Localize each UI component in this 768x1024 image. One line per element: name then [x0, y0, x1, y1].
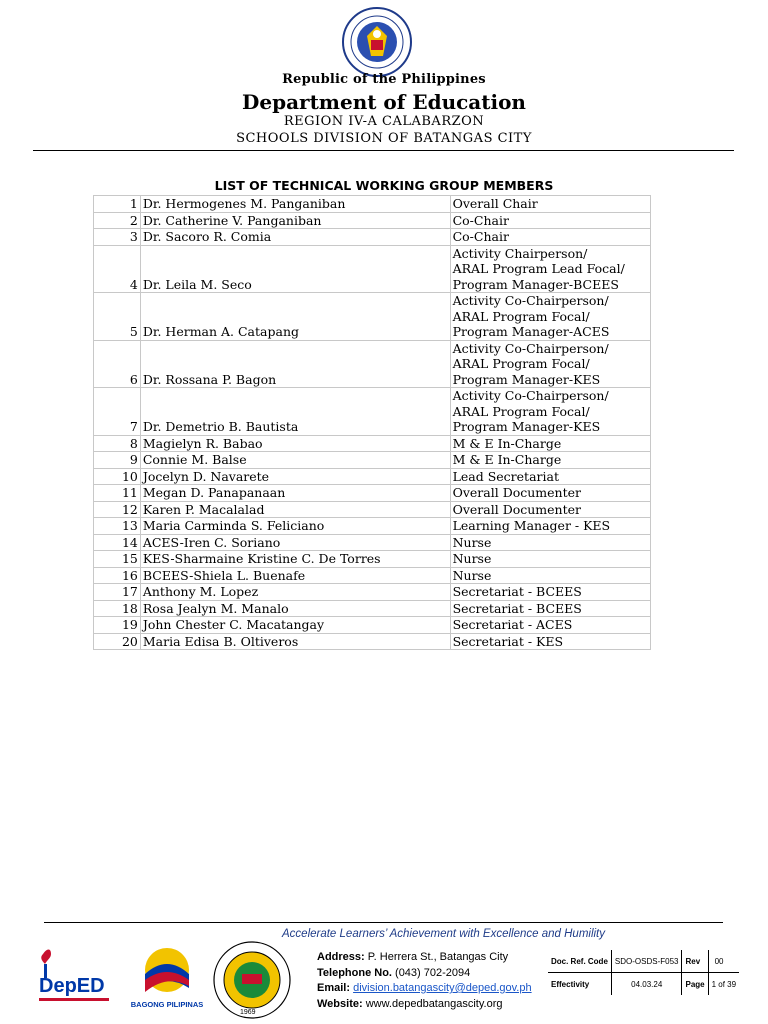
doc-ref-value: SDO-OSDS-F053: [611, 950, 682, 973]
member-number: 4: [94, 245, 141, 293]
member-role: [450, 435, 650, 452]
telephone-value: (043) 702-2094: [395, 966, 471, 979]
footer-divider: [44, 922, 723, 923]
member-role: [450, 245, 650, 293]
member-role-line: Lead Secretariat: [452, 468, 559, 484]
table-row: [94, 600, 651, 617]
member-role-line: ARAL Program Focal/: [452, 403, 590, 419]
member-number: 9: [94, 452, 141, 469]
member-name: BCEES-Shiela L. Buenafe: [140, 567, 450, 584]
telephone-label: Telephone No.: [317, 966, 392, 979]
member-name: Dr. Demetrio B. Bautista: [140, 388, 450, 436]
member-name: Anthony M. Lopez: [140, 584, 450, 601]
member-role-line: Program Manager-KES: [452, 371, 601, 387]
member-role-line: Secretariat - ACES: [452, 617, 573, 632]
address-value: P. Herrera St., Batangas City: [367, 951, 509, 963]
member-number: 13: [94, 518, 141, 535]
member-role: [450, 518, 650, 535]
table-row: [94, 518, 651, 535]
member-number: 7: [94, 388, 141, 436]
member-role-line: Program Manager-ACES: [452, 324, 610, 339]
member-name: KES-Sharmaine Kristine C. De Torres: [140, 551, 450, 568]
table-row: [94, 229, 651, 246]
division-line: SCHOOLS DIVISION OF BATANGAS CITY: [236, 131, 532, 146]
member-name: John Chester C. Macatangay: [140, 617, 450, 634]
member-name: Maria Edisa B. Oltiveros: [140, 633, 450, 650]
member-number: 16: [94, 567, 141, 584]
sdo-batangas-logo: [212, 940, 292, 1020]
address-label: Address:: [317, 951, 365, 963]
member-number: 8: [94, 435, 141, 452]
member-name: Megan D. Panapanaan: [140, 485, 450, 502]
effectivity-value: 04.03.24: [611, 973, 682, 996]
member-name: Karen P. Macalalad: [140, 501, 450, 518]
website-value[interactable]: www.depedbatangascity.org: [365, 997, 503, 1010]
sun-emblem-icon: [129, 944, 205, 996]
member-role-line: Nurse: [452, 534, 492, 550]
member-role-line: Program Manager-KES: [452, 419, 601, 434]
member-role-line: Secretariat - BCEES: [452, 584, 582, 599]
members-table: [93, 195, 651, 650]
page-label: Page: [682, 973, 708, 996]
member-number: 1: [94, 196, 141, 213]
table-row: [94, 468, 651, 485]
member-role: [450, 633, 650, 650]
member-name: Dr. Herman A. Catapang: [140, 293, 450, 341]
member-role: [450, 229, 650, 246]
member-role-line: Activity Co-Chairperson/: [452, 340, 609, 356]
member-role: [450, 600, 650, 617]
member-role-line: Secretariat - BCEES: [452, 600, 582, 616]
rev-value: 00: [708, 950, 739, 973]
member-role: [450, 567, 650, 584]
table-row: [94, 534, 651, 551]
table-row: [94, 633, 651, 650]
website-label: Website:: [317, 997, 363, 1010]
member-number: 10: [94, 468, 141, 485]
member-number: 15: [94, 551, 141, 568]
table-row: [94, 485, 651, 502]
table-row: [94, 212, 651, 229]
header-divider: [33, 150, 734, 151]
member-role: [450, 468, 650, 485]
rev-label: Rev: [682, 950, 708, 973]
member-role: [450, 551, 650, 568]
member-name: Maria Carminda S. Feliciano: [140, 518, 450, 535]
republic-line: Republic of the Philippines: [282, 72, 486, 87]
member-role-line: Overall Chair: [452, 196, 538, 211]
table-row: [94, 501, 651, 518]
member-number: 11: [94, 485, 141, 502]
doc-ref-table: [548, 950, 739, 995]
member-role: [450, 196, 650, 213]
member-role: [450, 584, 650, 601]
member-number: 14: [94, 534, 141, 551]
email-label: Email:: [317, 982, 351, 994]
member-role-line: ARAL Program Lead Focal/: [452, 261, 625, 276]
member-role-line: Program Manager-BCEES: [452, 276, 619, 292]
table-row: [94, 293, 651, 341]
member-role-line: M & E In-Charge: [452, 435, 562, 451]
table-row: [94, 435, 651, 452]
member-name: Dr. Leila M. Seco: [140, 245, 450, 293]
member-role-line: Learning Manager - KES: [452, 518, 611, 533]
member-number: 3: [94, 229, 141, 246]
table-row: [94, 452, 651, 469]
member-role: [450, 617, 650, 634]
member-role-line: Secretariat - KES: [452, 633, 564, 649]
table-row: [94, 617, 651, 634]
table-row: [94, 584, 651, 601]
svg-text:DepED: DepED: [39, 975, 105, 997]
deped-seal-logo: [341, 6, 413, 78]
member-number: 17: [94, 584, 141, 601]
deped-logo: [37, 946, 111, 1006]
member-role-line: Nurse: [452, 567, 492, 583]
member-role: [450, 452, 650, 469]
member-number: 5: [94, 293, 141, 341]
member-name: Dr. Rossana P. Bagon: [140, 340, 450, 388]
department-name: Department of Education: [242, 90, 526, 114]
bagong-label: BAGONG PILIPINAS: [130, 1000, 204, 1009]
member-role-line: Overall Documenter: [452, 501, 581, 517]
member-name: Magielyn R. Babao: [140, 435, 450, 452]
member-number: 2: [94, 212, 141, 229]
svg-text:1969: 1969: [240, 1009, 256, 1016]
member-role-line: Overall Documenter: [452, 485, 581, 500]
member-role: [450, 340, 650, 388]
member-role-line: Activity Chairperson/: [452, 245, 588, 261]
member-number: 19: [94, 617, 141, 634]
bagong-pilipinas-logo: [129, 944, 205, 1010]
contact-block: [317, 950, 532, 1012]
doc-ref-label: Doc. Ref. Code: [548, 950, 611, 973]
member-name: Dr. Hermogenes M. Panganiban: [140, 196, 450, 213]
member-role-line: M & E In-Charge: [452, 452, 562, 467]
member-role-line: ARAL Program Focal/: [452, 308, 590, 324]
member-number: 12: [94, 501, 141, 518]
list-title: LIST OF TECHNICAL WORKING GROUP MEMBERS: [214, 178, 554, 193]
table-row: [94, 551, 651, 568]
member-name: Dr. Catherine V. Panganiban: [140, 212, 450, 229]
member-name: Rosa Jealyn M. Manalo: [140, 600, 450, 617]
member-number: 20: [94, 633, 141, 650]
member-number: 18: [94, 600, 141, 617]
table-row: [94, 388, 651, 436]
region-line: REGION IV-A CALABARZON: [283, 114, 485, 129]
member-role: [450, 212, 650, 229]
member-role: [450, 534, 650, 551]
member-role: [450, 388, 650, 436]
member-name: ACES-Iren C. Soriano: [140, 534, 450, 551]
table-row: [94, 245, 651, 293]
member-role-line: Nurse: [452, 551, 492, 566]
member-role: [450, 293, 650, 341]
member-role: [450, 501, 650, 518]
table-row: [94, 340, 651, 388]
page-value: 1 of 39: [708, 973, 739, 996]
member-role-line: ARAL Program Focal/: [452, 356, 590, 371]
motto: Accelerate Learners’ Achievement with Excellence and Humility: [282, 928, 606, 940]
member-name: Dr. Sacoro R. Comia: [140, 229, 450, 246]
email-link[interactable]: division.batangascity@deped.gov.ph: [353, 982, 532, 994]
member-role-line: Co-Chair: [452, 212, 509, 228]
member-role-line: Activity Co-Chairperson/: [452, 293, 609, 308]
table-row: [94, 567, 651, 584]
effectivity-label: Effectivity: [551, 979, 590, 989]
member-role: [450, 485, 650, 502]
table-row: [94, 196, 651, 213]
member-role-line: Co-Chair: [452, 229, 509, 244]
member-name: Jocelyn D. Navarete: [140, 468, 450, 485]
member-role-line: Activity Co-Chairperson/: [452, 388, 609, 403]
member-number: 6: [94, 340, 141, 388]
member-name: Connie M. Balse: [140, 452, 450, 469]
